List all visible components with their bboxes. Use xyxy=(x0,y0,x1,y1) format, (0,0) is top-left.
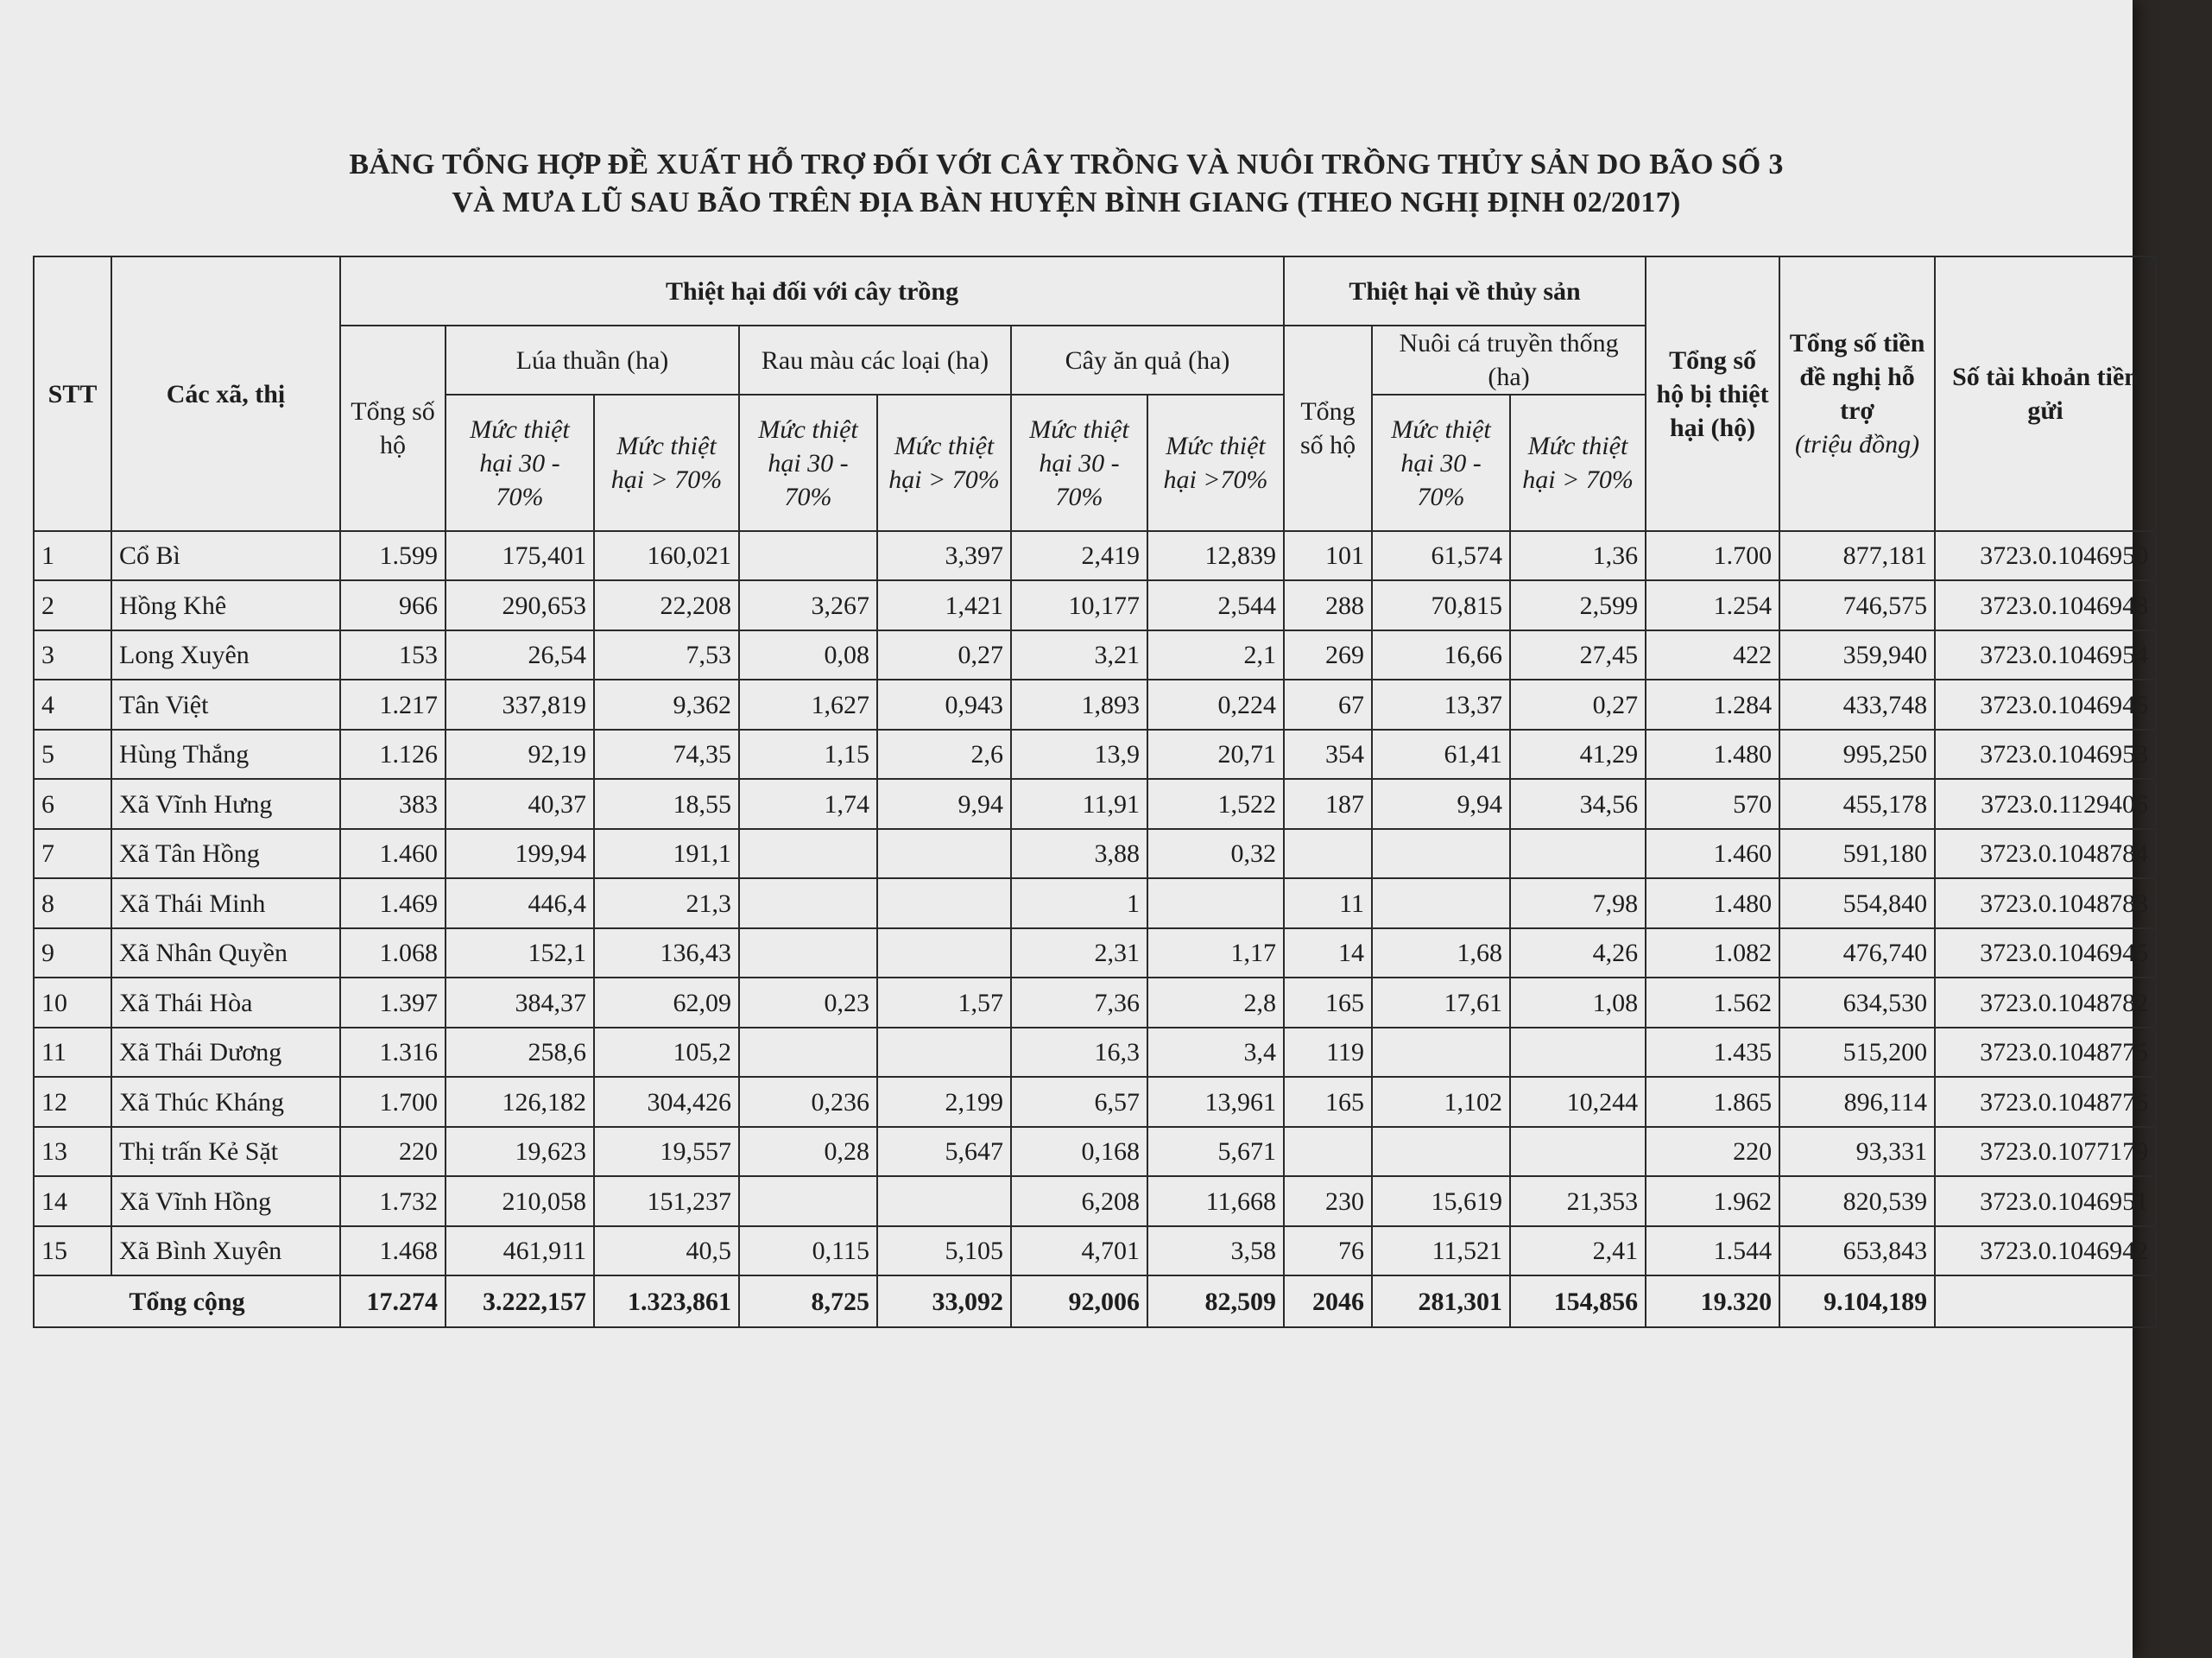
money-cell: 634,530 xyxy=(1779,978,1935,1027)
rice-30-70-cell: 152,1 xyxy=(446,928,594,978)
account-cell: 3723.0.1048782 xyxy=(1935,978,2156,1027)
households-cell: 1.599 xyxy=(340,531,446,580)
fishery-households-cell: 165 xyxy=(1284,1077,1372,1126)
commune-cell: Xã Bình Xuyên xyxy=(111,1226,340,1275)
fishery-households-cell: 14 xyxy=(1284,928,1372,978)
fish-over-70-cell: 0,27 xyxy=(1510,680,1646,729)
total-fruit-a-cell: 92,006 xyxy=(1011,1275,1147,1327)
veg-30-70-cell: 1,627 xyxy=(739,680,877,729)
households-cell: 1.700 xyxy=(340,1077,446,1126)
veg-30-70-cell: 1,15 xyxy=(739,730,877,779)
account-cell: 3723.0.1046951 xyxy=(1935,1176,2156,1225)
fruit-over-70-cell: 12,839 xyxy=(1147,531,1284,580)
fruit-30-70-cell: 3,21 xyxy=(1011,630,1147,680)
fruit-over-70-cell: 0,32 xyxy=(1147,829,1284,878)
total-account-cell xyxy=(1935,1275,2156,1327)
total-veg-a-cell: 8,725 xyxy=(739,1275,877,1327)
rice-over-70-cell: 151,237 xyxy=(594,1176,739,1225)
table-row xyxy=(34,630,2156,680)
fish-over-70-cell: 4,26 xyxy=(1510,928,1646,978)
fishery-households-cell: 76 xyxy=(1284,1226,1372,1275)
fruit-30-70-cell: 0,168 xyxy=(1011,1127,1147,1176)
fish-30-70-cell: 16,66 xyxy=(1372,630,1510,680)
fish-over-70-cell: 2,599 xyxy=(1510,580,1646,630)
total-households-cell: 1.962 xyxy=(1646,1176,1779,1225)
commune-cell: Thị trấn Kẻ Sặt xyxy=(111,1127,340,1176)
households-cell: 383 xyxy=(340,779,446,828)
commune-cell: Long Xuyên xyxy=(111,630,340,680)
fruit-over-70-cell: 1,522 xyxy=(1147,779,1284,828)
account-cell: 3723.0.1046946 xyxy=(1935,680,2156,729)
header-vegetables: Rau màu các loại (ha) xyxy=(739,326,1011,395)
commune-cell: Xã Nhân Quyền xyxy=(111,928,340,978)
fruit-over-70-cell: 5,671 xyxy=(1147,1127,1284,1176)
rice-30-70-cell: 92,19 xyxy=(446,730,594,779)
account-cell: 3723.0.1077179 xyxy=(1935,1127,2156,1176)
header-total-money-unit: (triệu đồng) xyxy=(1794,430,1920,459)
veg-30-70-cell xyxy=(739,928,877,978)
fruit-30-70-cell: 6,57 xyxy=(1011,1077,1147,1126)
stt-cell: 13 xyxy=(34,1127,111,1176)
total-households-cell: 220 xyxy=(1646,1127,1779,1176)
fishery-households-cell: 187 xyxy=(1284,779,1372,828)
account-cell: 3723.0.1048776 xyxy=(1935,1077,2156,1126)
rice-over-70-cell: 9,362 xyxy=(594,680,739,729)
rice-over-70-cell: 136,43 xyxy=(594,928,739,978)
header-account: Số tài khoản tiền gửi xyxy=(1935,256,2156,531)
money-cell: 653,843 xyxy=(1779,1226,1935,1275)
fish-30-70-cell: 15,619 xyxy=(1372,1176,1510,1225)
stt-cell: 8 xyxy=(34,878,111,927)
stt-cell: 11 xyxy=(34,1028,111,1077)
header-fruit-level-over-70: Mức thiệt hại >70% xyxy=(1147,395,1284,531)
fruit-30-70-cell: 1,893 xyxy=(1011,680,1147,729)
total-rice-b-cell: 1.323,861 xyxy=(594,1275,739,1327)
fish-30-70-cell: 17,61 xyxy=(1372,978,1510,1027)
money-cell: 820,539 xyxy=(1779,1176,1935,1225)
money-cell: 554,840 xyxy=(1779,878,1935,927)
header-fish: Nuôi cá truyền thống (ha) xyxy=(1372,326,1646,395)
fish-over-70-cell: 41,29 xyxy=(1510,730,1646,779)
table-body xyxy=(34,531,2156,1327)
fruit-30-70-cell: 3,88 xyxy=(1011,829,1147,878)
households-cell: 1.460 xyxy=(340,829,446,878)
header-total-money xyxy=(1779,256,1935,531)
fish-30-70-cell xyxy=(1372,878,1510,927)
table-row xyxy=(34,779,2156,828)
rice-30-70-cell: 446,4 xyxy=(446,878,594,927)
veg-over-70-cell: 9,94 xyxy=(877,779,1011,828)
commune-cell: Xã Thúc Kháng xyxy=(111,1077,340,1126)
households-cell: 1.469 xyxy=(340,878,446,927)
commune-cell: Xã Thái Dương xyxy=(111,1028,340,1077)
fish-over-70-cell xyxy=(1510,1127,1646,1176)
veg-over-70-cell xyxy=(877,1028,1011,1077)
rice-30-70-cell: 210,058 xyxy=(446,1176,594,1225)
veg-30-70-cell xyxy=(739,1028,877,1077)
commune-cell: Xã Thái Minh xyxy=(111,878,340,927)
rice-over-70-cell: 21,3 xyxy=(594,878,739,927)
rice-over-70-cell: 40,5 xyxy=(594,1226,739,1275)
money-cell: 455,178 xyxy=(1779,779,1935,828)
rice-over-70-cell: 62,09 xyxy=(594,978,739,1027)
commune-cell: Hồng Khê xyxy=(111,580,340,630)
fruit-30-70-cell: 2,31 xyxy=(1011,928,1147,978)
account-cell: 3723.0.1129406 xyxy=(1935,779,2156,828)
document-title-line-1: BẢNG TỔNG HỢP ĐỀ XUẤT HỖ TRỢ ĐỐI VỚI CÂY TRỒNG VÀ NUÔI TRỒNG THỦY SẢN DO BÃO SỐ 3 xyxy=(349,149,1784,180)
header-rice-level-30-70: Mức thiệt hại 30 - 70% xyxy=(446,395,594,531)
stt-cell: 10 xyxy=(34,978,111,1027)
header-veg-level-over-70: Mức thiệt hại > 70% xyxy=(877,395,1011,531)
stt-cell: 15 xyxy=(34,1226,111,1275)
fish-over-70-cell: 27,45 xyxy=(1510,630,1646,680)
fruit-over-70-cell: 13,961 xyxy=(1147,1077,1284,1126)
header-fish-level-30-70: Mức thiệt hại 30 - 70% xyxy=(1372,395,1510,531)
total-row xyxy=(34,1275,2156,1327)
fish-over-70-cell: 1,08 xyxy=(1510,978,1646,1027)
veg-30-70-cell xyxy=(739,878,877,927)
rice-30-70-cell: 199,94 xyxy=(446,829,594,878)
fruit-30-70-cell: 2,419 xyxy=(1011,531,1147,580)
veg-30-70-cell xyxy=(739,1176,877,1225)
veg-30-70-cell: 3,267 xyxy=(739,580,877,630)
veg-over-70-cell: 5,105 xyxy=(877,1226,1011,1275)
veg-30-70-cell: 0,236 xyxy=(739,1077,877,1126)
rice-30-70-cell: 290,653 xyxy=(446,580,594,630)
fish-30-70-cell: 1,68 xyxy=(1372,928,1510,978)
veg-over-70-cell: 2,199 xyxy=(877,1077,1011,1126)
fishery-households-cell xyxy=(1284,1127,1372,1176)
header-rice: Lúa thuần (ha) xyxy=(446,326,739,395)
rice-over-70-cell: 191,1 xyxy=(594,829,739,878)
fishery-households-cell: 165 xyxy=(1284,978,1372,1027)
rice-over-70-cell: 74,35 xyxy=(594,730,739,779)
table-row xyxy=(34,928,2156,978)
table-row xyxy=(34,1176,2156,1225)
rice-30-70-cell: 126,182 xyxy=(446,1077,594,1126)
fishery-households-cell: 288 xyxy=(1284,580,1372,630)
money-cell: 591,180 xyxy=(1779,829,1935,878)
header-fruit-level-30-70: Mức thiệt hại 30 - 70% xyxy=(1011,395,1147,531)
total-households-cell: 1.865 xyxy=(1646,1077,1779,1126)
account-cell: 3723.0.1048784 xyxy=(1935,829,2156,878)
total-label: Tổng cộng xyxy=(34,1275,340,1327)
header-veg-level-30-70: Mức thiệt hại 30 - 70% xyxy=(739,395,877,531)
households-cell: 1.316 xyxy=(340,1028,446,1077)
fruit-30-70-cell: 10,177 xyxy=(1011,580,1147,630)
table-row xyxy=(34,829,2156,878)
table-row xyxy=(34,680,2156,729)
table-row xyxy=(34,1077,2156,1126)
commune-cell: Xã Thái Hòa xyxy=(111,978,340,1027)
money-cell: 896,114 xyxy=(1779,1077,1935,1126)
money-cell: 476,740 xyxy=(1779,928,1935,978)
header-fishery-group: Thiệt hại về thủy sản xyxy=(1284,256,1646,326)
households-cell: 1.397 xyxy=(340,978,446,1027)
fish-30-70-cell: 11,521 xyxy=(1372,1226,1510,1275)
table-row xyxy=(34,1127,2156,1176)
fruit-over-70-cell: 2,544 xyxy=(1147,580,1284,630)
table-row xyxy=(34,1226,2156,1275)
account-cell: 3723.0.1046954 xyxy=(1935,630,2156,680)
rice-over-70-cell: 7,53 xyxy=(594,630,739,680)
veg-over-70-cell: 1,57 xyxy=(877,978,1011,1027)
header-fishery-households: Tổng số hộ xyxy=(1284,326,1372,531)
fruit-over-70-cell: 3,4 xyxy=(1147,1028,1284,1077)
households-cell: 1.126 xyxy=(340,730,446,779)
veg-over-70-cell: 2,6 xyxy=(877,730,1011,779)
header-total-households: Tổng số hộ bị thiệt hại (hộ) xyxy=(1646,256,1779,531)
account-cell: 3723.0.1046953 xyxy=(1935,730,2156,779)
stt-cell: 2 xyxy=(34,580,111,630)
fishery-households-cell: 230 xyxy=(1284,1176,1372,1225)
rice-over-70-cell: 18,55 xyxy=(594,779,739,828)
veg-30-70-cell: 0,08 xyxy=(739,630,877,680)
total-fish-b-cell: 154,856 xyxy=(1510,1275,1646,1327)
fish-30-70-cell: 70,815 xyxy=(1372,580,1510,630)
rice-30-70-cell: 384,37 xyxy=(446,978,594,1027)
fish-over-70-cell: 1,36 xyxy=(1510,531,1646,580)
stt-cell: 7 xyxy=(34,829,111,878)
total-households-cell: 1.700 xyxy=(1646,531,1779,580)
total-households-cell: 1.254 xyxy=(1646,580,1779,630)
commune-cell: Hùng Thắng xyxy=(111,730,340,779)
stt-cell: 5 xyxy=(34,730,111,779)
fruit-over-70-cell: 1,17 xyxy=(1147,928,1284,978)
header-stt: STT xyxy=(34,256,111,531)
money-cell: 93,331 xyxy=(1779,1127,1935,1176)
fish-30-70-cell xyxy=(1372,1028,1510,1077)
fish-over-70-cell: 7,98 xyxy=(1510,878,1646,927)
table-row xyxy=(34,1028,2156,1077)
veg-over-70-cell xyxy=(877,928,1011,978)
total-households-cell: 1.544 xyxy=(1646,1226,1779,1275)
stt-cell: 12 xyxy=(34,1077,111,1126)
table-row xyxy=(34,978,2156,1027)
fish-over-70-cell: 21,353 xyxy=(1510,1176,1646,1225)
fishery-households-cell xyxy=(1284,829,1372,878)
households-cell: 1.732 xyxy=(340,1176,446,1225)
total-fish-hh-cell: 2046 xyxy=(1284,1275,1372,1327)
total-households-cell: 1.562 xyxy=(1646,978,1779,1027)
households-cell: 1.468 xyxy=(340,1226,446,1275)
rice-30-70-cell: 461,911 xyxy=(446,1226,594,1275)
total-households-cell: 422 xyxy=(1646,630,1779,680)
money-cell: 359,940 xyxy=(1779,630,1935,680)
fish-30-70-cell: 9,94 xyxy=(1372,779,1510,828)
households-cell: 1.217 xyxy=(340,680,446,729)
total-households-cell: 1.284 xyxy=(1646,680,1779,729)
commune-cell: Xã Vĩnh Hồng xyxy=(111,1176,340,1225)
fruit-30-70-cell: 4,701 xyxy=(1011,1226,1147,1275)
rice-over-70-cell: 105,2 xyxy=(594,1028,739,1077)
fruit-30-70-cell: 1 xyxy=(1011,878,1147,927)
fruit-over-70-cell: 2,1 xyxy=(1147,630,1284,680)
total-veg-b-cell: 33,092 xyxy=(877,1275,1011,1327)
fish-over-70-cell xyxy=(1510,1028,1646,1077)
money-cell: 515,200 xyxy=(1779,1028,1935,1077)
money-cell: 995,250 xyxy=(1779,730,1935,779)
commune-cell: Xã Vĩnh Hưng xyxy=(111,779,340,828)
fish-over-70-cell: 2,41 xyxy=(1510,1226,1646,1275)
fruit-30-70-cell: 6,208 xyxy=(1011,1176,1147,1225)
veg-30-70-cell xyxy=(739,531,877,580)
rice-30-70-cell: 26,54 xyxy=(446,630,594,680)
stt-cell: 3 xyxy=(34,630,111,680)
fishery-households-cell: 269 xyxy=(1284,630,1372,680)
table-row xyxy=(34,878,2156,927)
veg-over-70-cell xyxy=(877,829,1011,878)
total-households-cell: 1.435 xyxy=(1646,1028,1779,1077)
veg-30-70-cell: 0,23 xyxy=(739,978,877,1027)
veg-over-70-cell xyxy=(877,878,1011,927)
stt-cell: 9 xyxy=(34,928,111,978)
fish-30-70-cell: 1,102 xyxy=(1372,1077,1510,1126)
total-households-cell: 1.460 xyxy=(1646,829,1779,878)
commune-cell: Tân Việt xyxy=(111,680,340,729)
fruit-over-70-cell: 20,71 xyxy=(1147,730,1284,779)
rice-30-70-cell: 19,623 xyxy=(446,1127,594,1176)
document-title-line-2: VÀ MƯA LŨ SAU BÃO TRÊN ĐỊA BÀN HUYỆN BÌNH GIANG (THEO NGHỊ ĐỊNH 02/2017) xyxy=(452,187,1681,218)
account-cell: 3723.0.1046948 xyxy=(1935,580,2156,630)
header-fruit: Cây ăn quả (ha) xyxy=(1011,326,1284,395)
rice-30-70-cell: 40,37 xyxy=(446,779,594,828)
fruit-30-70-cell: 11,91 xyxy=(1011,779,1147,828)
rice-over-70-cell: 19,557 xyxy=(594,1127,739,1176)
stt-cell: 6 xyxy=(34,779,111,828)
fruit-over-70-cell xyxy=(1147,878,1284,927)
total-hh-cell: 17.274 xyxy=(340,1275,446,1327)
stt-cell: 14 xyxy=(34,1176,111,1225)
rice-30-70-cell: 175,401 xyxy=(446,531,594,580)
money-cell: 433,748 xyxy=(1779,680,1935,729)
header-crops-households: Tổng số hộ xyxy=(340,326,446,531)
account-cell: 3723.0.1046942 xyxy=(1935,1226,2156,1275)
fruit-over-70-cell: 2,8 xyxy=(1147,978,1284,1027)
total-rice-a-cell: 3.222,157 xyxy=(446,1275,594,1327)
veg-over-70-cell: 1,421 xyxy=(877,580,1011,630)
fruit-over-70-cell: 11,668 xyxy=(1147,1176,1284,1225)
rice-30-70-cell: 337,819 xyxy=(446,680,594,729)
fish-over-70-cell: 34,56 xyxy=(1510,779,1646,828)
fruit-30-70-cell: 7,36 xyxy=(1011,978,1147,1027)
total-households-cell: 1.480 xyxy=(1646,730,1779,779)
total-fish-a-cell: 281,301 xyxy=(1372,1275,1510,1327)
commune-cell: Xã Tân Hồng xyxy=(111,829,340,878)
veg-over-70-cell: 0,27 xyxy=(877,630,1011,680)
total-fruit-b-cell: 82,509 xyxy=(1147,1275,1284,1327)
header-rice-level-over-70: Mức thiệt hại > 70% xyxy=(594,395,739,531)
account-cell: 3723.0.1048775 xyxy=(1935,1028,2156,1077)
fish-30-70-cell: 61,574 xyxy=(1372,531,1510,580)
fishery-households-cell: 119 xyxy=(1284,1028,1372,1077)
total-households-cell: 570 xyxy=(1646,779,1779,828)
veg-30-70-cell: 1,74 xyxy=(739,779,877,828)
header-total-money-label: Tổng số tiền đề nghị hỗ trợ xyxy=(1789,329,1925,425)
table-row xyxy=(34,531,2156,580)
total-total-hh-cell: 19.320 xyxy=(1646,1275,1779,1327)
table-row xyxy=(34,580,2156,630)
fishery-households-cell: 67 xyxy=(1284,680,1372,729)
damage-summary-table xyxy=(33,256,2157,1328)
fish-over-70-cell: 10,244 xyxy=(1510,1077,1646,1126)
header-fish-level-over-70: Mức thiệt hại > 70% xyxy=(1510,395,1646,531)
stt-cell: 1 xyxy=(34,531,111,580)
veg-30-70-cell: 0,115 xyxy=(739,1226,877,1275)
rice-30-70-cell: 258,6 xyxy=(446,1028,594,1077)
fish-30-70-cell: 61,41 xyxy=(1372,730,1510,779)
households-cell: 1.068 xyxy=(340,928,446,978)
total-households-cell: 1.480 xyxy=(1646,878,1779,927)
veg-over-70-cell: 5,647 xyxy=(877,1127,1011,1176)
fish-30-70-cell: 13,37 xyxy=(1372,680,1510,729)
households-cell: 966 xyxy=(340,580,446,630)
veg-over-70-cell xyxy=(877,1176,1011,1225)
stt-cell: 4 xyxy=(34,680,111,729)
account-cell: 3723.0.1046950 xyxy=(1935,531,2156,580)
veg-30-70-cell xyxy=(739,829,877,878)
commune-cell: Cổ Bì xyxy=(111,531,340,580)
fish-30-70-cell xyxy=(1372,829,1510,878)
total-households-cell: 1.082 xyxy=(1646,928,1779,978)
header-commune: Các xã, thị xyxy=(111,256,340,531)
fruit-30-70-cell: 13,9 xyxy=(1011,730,1147,779)
fish-over-70-cell xyxy=(1510,829,1646,878)
fishery-households-cell: 11 xyxy=(1284,878,1372,927)
table-row xyxy=(34,730,2156,779)
households-cell: 220 xyxy=(340,1127,446,1176)
money-cell: 746,575 xyxy=(1779,580,1935,630)
rice-over-70-cell: 304,426 xyxy=(594,1077,739,1126)
veg-30-70-cell: 0,28 xyxy=(739,1127,877,1176)
fruit-over-70-cell: 0,224 xyxy=(1147,680,1284,729)
money-cell: 877,181 xyxy=(1779,531,1935,580)
rice-over-70-cell: 22,208 xyxy=(594,580,739,630)
veg-over-70-cell: 0,943 xyxy=(877,680,1011,729)
fishery-households-cell: 354 xyxy=(1284,730,1372,779)
header-crops-group: Thiệt hại đối với cây trồng xyxy=(340,256,1284,326)
fruit-over-70-cell: 3,58 xyxy=(1147,1226,1284,1275)
households-cell: 153 xyxy=(340,630,446,680)
rice-over-70-cell: 160,021 xyxy=(594,531,739,580)
fishery-households-cell: 101 xyxy=(1284,531,1372,580)
fish-30-70-cell xyxy=(1372,1127,1510,1176)
account-cell: 3723.0.1046945 xyxy=(1935,928,2156,978)
total-money-cell: 9.104,189 xyxy=(1779,1275,1935,1327)
fruit-30-70-cell: 16,3 xyxy=(1011,1028,1147,1077)
veg-over-70-cell: 3,397 xyxy=(877,531,1011,580)
account-cell: 3723.0.1048783 xyxy=(1935,878,2156,927)
